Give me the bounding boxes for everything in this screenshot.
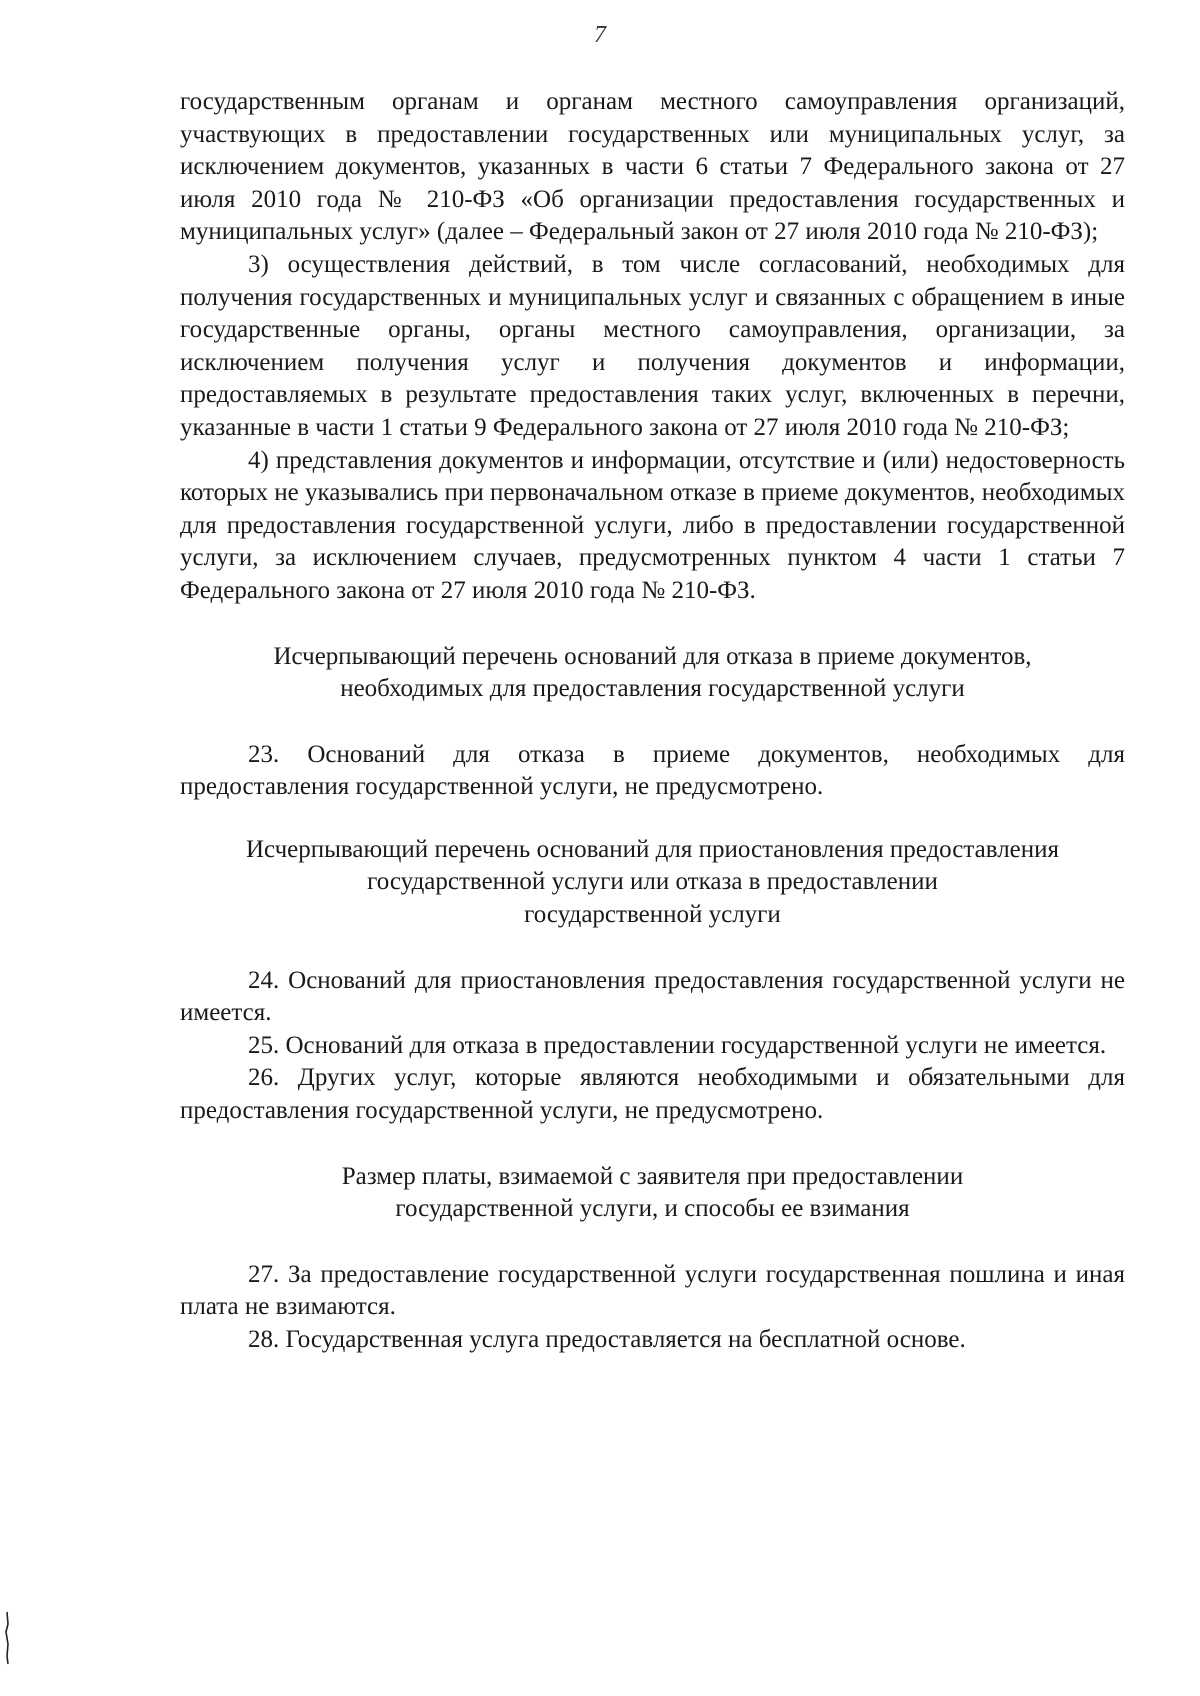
paragraph-27: 27. За предоставление государственной услуги государственная пошлина и иная плата не взимаются.: [180, 1260, 1125, 1321]
spacer: [180, 706, 1125, 739]
heading-line: государственной услуги: [524, 901, 781, 929]
heading-line: Исчерпывающий перечень оснований для приостановления предоставления: [245, 835, 1060, 863]
page-number: 7: [594, 22, 606, 48]
section-heading-suspension-refusal: [180, 834, 1125, 932]
spacer: [180, 1128, 1125, 1161]
section-heading-fee: [180, 1161, 1125, 1226]
heading-line: государственной услуги, и способы ее взимания: [395, 1195, 910, 1223]
document-body: [180, 86, 1125, 1357]
paragraph-23: 23. Оснований для отказа в приеме документов, необходимых для предоставления государственной услуги, не предусмотрено.: [180, 740, 1125, 801]
heading-line: Размер платы, взимаемой с заявителя при предоставлении: [341, 1162, 964, 1190]
spacer: [180, 608, 1125, 641]
paragraph-24: 24. Оснований для приостановления предоставления государственной услуги не имеется.: [180, 966, 1125, 1027]
paragraph-item-4: 4) представления документов и информации, отсутствие и (или) недостоверность которых не указывались при первоначальном отказе в приеме документов, необходимых для предоставления государственной услуги, либо в предоставлении государственной услуги, за исключением случаев, предусмотренных пунктом 4 части 1 статьи 7 Федерального закона от 27 июля 2010 года № 210-ФЗ.: [180, 446, 1125, 604]
spacer: [180, 804, 1125, 834]
paragraph-26: 26. Других услуг, которые являются необходимыми и обязательными для предоставления государственной услуги, не предусмотрено.: [180, 1064, 1125, 1125]
heading-line: государственной услуги или отказа в предоставлении: [367, 868, 938, 896]
paragraph-25: 25. Оснований для отказа в предоставлении государственной услуги не имеется.: [248, 1031, 1107, 1059]
paragraph-item-3: 3) осуществления действий, в том числе согласований, необходимых для получения государственных и муниципальных услуг и связанных с обращением в иные государственные органы, органы местного самоуправления, организации, за исключением получения услуг и получения документов и информации, предоставляемых в результате предоставления таких услуг, включенных в перечни, указанные в части 1 статьи 9 Федерального закона от 27 июля 2010 года № 210-ФЗ;: [180, 250, 1125, 441]
scan-edge-mark: [3, 1610, 11, 1666]
spacer: [180, 932, 1125, 965]
spacer: [180, 1226, 1125, 1259]
paragraph-28: 28. Государственная услуга предоставляется на бесплатной основе.: [248, 1326, 966, 1353]
section-heading-refusal-documents: [180, 641, 1125, 706]
paragraph-continuation: государственным органам и органам местного самоуправления организаций, участвующих в предоставлении государственных или муниципальных услуг, за исключением документов, указанных в части 6 статьи 7 Федерального закона от 27 июля 2010 года № 210-ФЗ «Об организации предоставления государственных и муниципальных услуг» (далее – Федеральный закон от 27 июля 2010 года № 210-ФЗ);: [180, 88, 1125, 246]
heading-line: необходимых для предоставления государственной услуги: [340, 675, 965, 703]
heading-line: Исчерпывающий перечень оснований для отказа в приеме документов,: [273, 642, 1032, 670]
